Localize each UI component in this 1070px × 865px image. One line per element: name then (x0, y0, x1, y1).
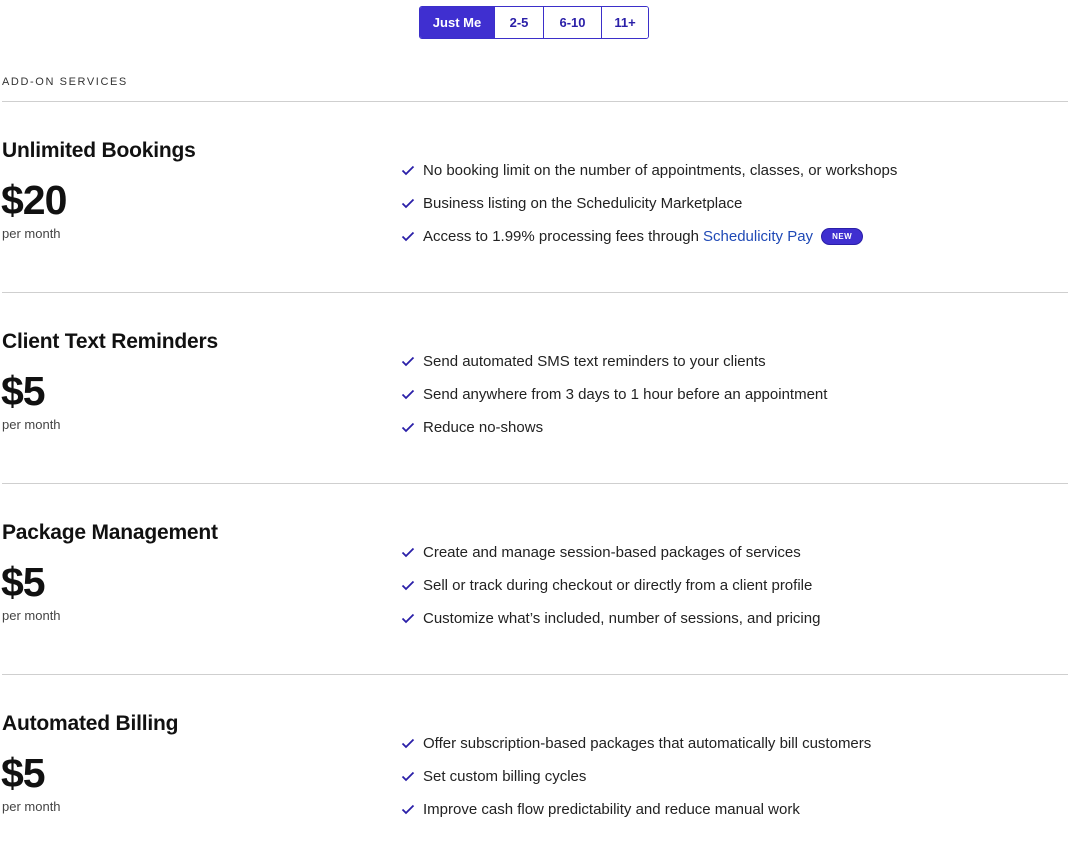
service-name: Package Management (2, 521, 218, 544)
team-size-11-plus-button[interactable]: 11+ (602, 7, 648, 38)
service-period: per month (2, 799, 61, 814)
feature-text: Send automated SMS text reminders to your clients (423, 353, 766, 370)
feature-text: Customize what’s included, number of sessions, and pricing (423, 610, 821, 627)
new-badge: NEW (821, 228, 863, 245)
feature-text: Set custom billing cycles (423, 768, 587, 785)
feature-item (401, 536, 820, 569)
feature-item (401, 760, 871, 793)
service-automated-billing (0, 675, 1070, 865)
checkmark-icon (401, 387, 423, 403)
team-size-toggle (419, 6, 649, 39)
service-period: per month (2, 608, 61, 623)
feature-item (401, 220, 897, 253)
feature-text: Offer subscription-based packages that automatically bill customers (423, 735, 872, 752)
service-unlimited-bookings (0, 102, 1070, 292)
checkmark-icon (401, 802, 423, 818)
checkmark-icon (401, 420, 423, 436)
feature-list (401, 154, 897, 253)
feature-item (401, 793, 871, 826)
team-size-2-5-button[interactable]: 2-5 (495, 7, 544, 38)
team-size-6-10-button[interactable]: 6-10 (544, 7, 602, 38)
checkmark-icon (401, 736, 423, 752)
checkmark-icon (401, 196, 423, 212)
feature-item (401, 569, 820, 602)
feature-list (401, 536, 820, 635)
checkmark-icon (401, 545, 423, 561)
feature-item (401, 345, 827, 378)
service-period: per month (2, 226, 61, 241)
checkmark-icon (401, 229, 423, 245)
feature-list (401, 727, 871, 826)
service-period: per month (2, 417, 61, 432)
service-client-text-reminders (0, 293, 1070, 483)
feature-text: No booking limit on the number of appointments, classes, or workshops (423, 162, 898, 179)
feature-list (401, 345, 827, 444)
feature-item (401, 727, 871, 760)
feature-item (401, 602, 820, 635)
service-price: $5 (1, 559, 45, 605)
feature-text: Reduce no-shows (423, 419, 544, 436)
checkmark-icon (401, 354, 423, 370)
feature-text: Improve cash flow predictability and reduce manual work (423, 801, 800, 818)
feature-item (401, 411, 827, 444)
feature-item (401, 154, 897, 187)
schedulicity-pay-link[interactable]: Schedulicity Pay (703, 228, 814, 245)
checkmark-icon (401, 769, 423, 785)
feature-item (401, 378, 827, 411)
service-name: Unlimited Bookings (2, 139, 196, 162)
feature-text: Access to 1.99% processing fees through (423, 228, 699, 245)
service-price: $5 (1, 750, 45, 796)
service-price: $20 (1, 177, 67, 223)
service-package-management (0, 484, 1070, 674)
feature-text: Send anywhere from 3 days to 1 hour before an appointment (423, 386, 828, 403)
checkmark-icon (401, 611, 423, 627)
service-name: Automated Billing (2, 712, 179, 735)
service-price: $5 (1, 368, 45, 414)
feature-text: Sell or track during checkout or directly from a client profile (423, 577, 813, 594)
checkmark-icon (401, 163, 423, 179)
feature-text: Create and manage session-based packages of services (423, 544, 801, 561)
feature-item (401, 187, 897, 220)
team-size-just-me-button[interactable]: Just Me (420, 7, 495, 38)
section-heading: ADD-ON SERVICES (2, 76, 128, 88)
service-name: Client Text Reminders (2, 330, 218, 353)
feature-text: Business listing on the Schedulicity Marketplace (423, 195, 743, 212)
checkmark-icon (401, 578, 423, 594)
